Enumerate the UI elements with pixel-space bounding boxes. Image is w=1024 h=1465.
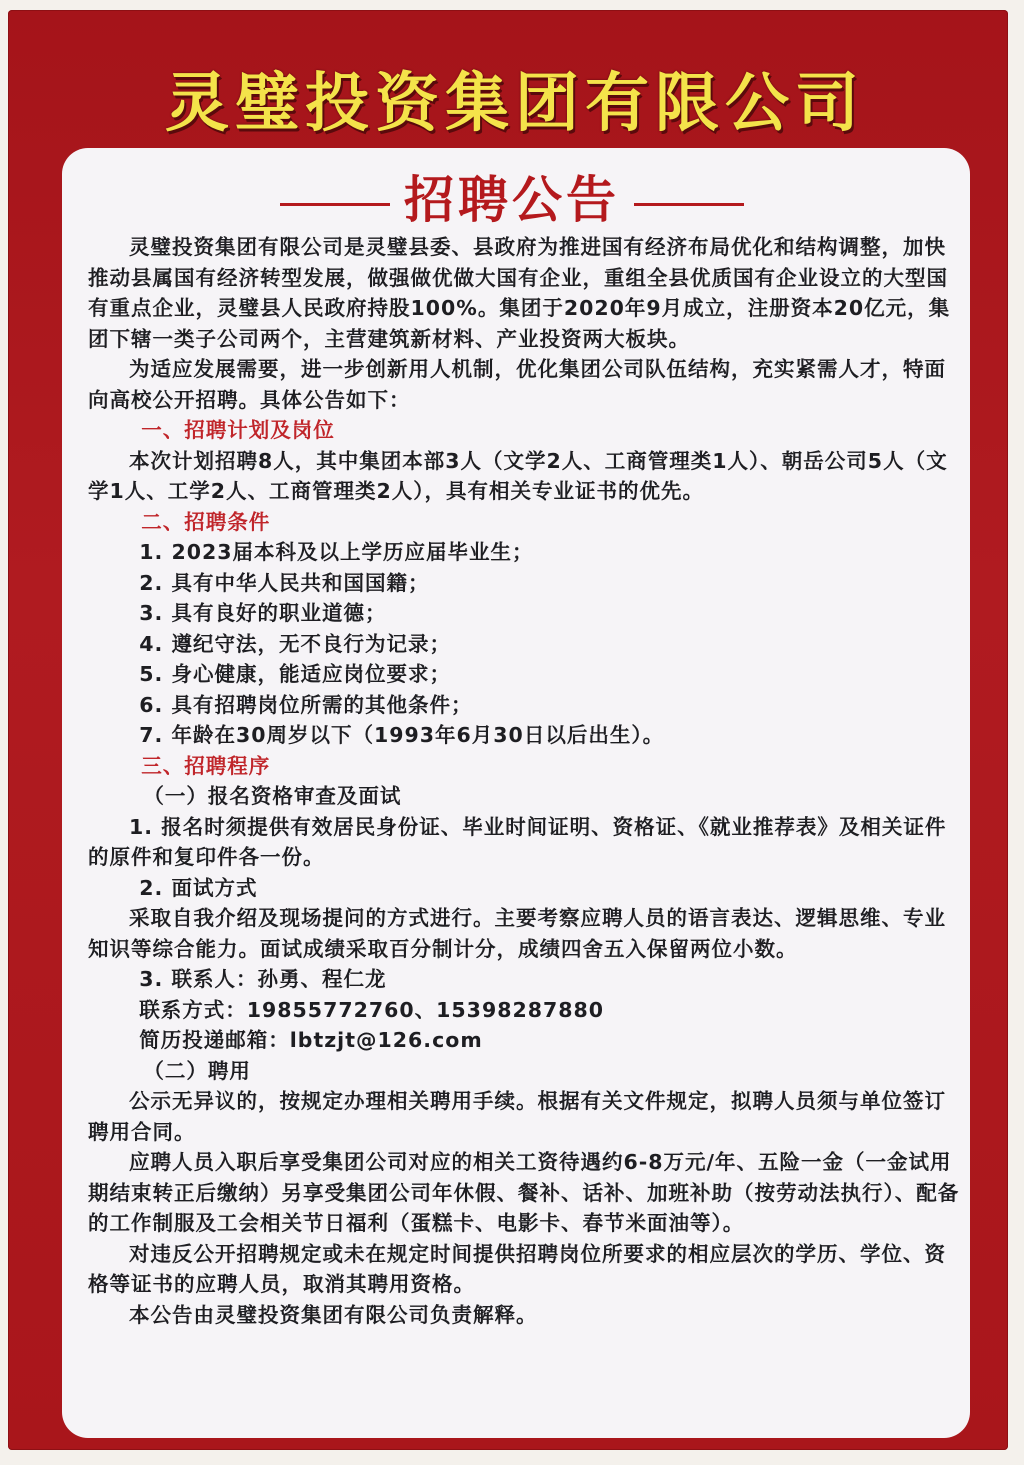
employment-paragraph-3: 对违反公开招聘规定或未在规定时间提供招聘岗位所要求的相应层次的学历、学位、资格等证书的应聘人员，取消其聘用资格。 bbox=[88, 1241, 946, 1296]
resume-email: 简历投递邮箱：lbtzjt@126.com bbox=[139, 1028, 483, 1052]
condition-item: 4. 遵纪守法，无不良行为记录； bbox=[139, 631, 451, 656]
employment-paragraph-1: 公示无异议的，按规定办理相关聘用手续。根据有关文件规定，拟聘人员须与单位签订聘用合同。 bbox=[88, 1089, 946, 1144]
interview-method-label: 2. 面试方式 bbox=[139, 875, 258, 900]
condition-item: 3. 具有良好的职业道德； bbox=[139, 601, 387, 625]
section1-heading: 一、招聘计划及岗位 bbox=[141, 418, 335, 442]
company-name: 灵璧投资集团有限公司 bbox=[165, 67, 865, 141]
subsection2-heading: （二）聘用 bbox=[143, 1058, 251, 1083]
interview-method-text: 采取自我介绍及现场提问的方式进行。主要考察应聘人员的语言表达、逻辑思维、专业知识等综合能力。面试成绩采取百分制计分，成绩四舍五入保留两位小数。 bbox=[88, 906, 946, 961]
left-dash-decoration bbox=[280, 203, 390, 206]
condition-item: 7. 年龄在30周岁以下（1993年6月30日以后出生）。 bbox=[139, 723, 665, 747]
condition-item: 6. 具有招聘岗位所需的其他条件； bbox=[139, 692, 473, 717]
documents-required: 1. 报名时须提供有效居民身份证、毕业时间证明、资格证、《就业推荐表》及相关证件的原件和复印件各一份。 bbox=[88, 814, 947, 869]
section3-heading: 三、招聘程序 bbox=[141, 753, 271, 778]
contact-person: 3. 联系人：孙勇、程仁龙 bbox=[139, 967, 387, 991]
notice-title: 招聘公告 bbox=[404, 170, 620, 229]
right-dash-decoration bbox=[634, 203, 744, 206]
subsection1-heading: （一）报名资格审查及面试 bbox=[143, 784, 402, 808]
employment-paragraph-4: 本公告由灵璧投资集团有限公司负责解释。 bbox=[129, 1302, 538, 1327]
intro-paragraph-1: 灵璧投资集团有限公司是灵璧县委、县政府为推进国有经济布局优化和结构调整，加快推动县属国有经济转型发展，做强做优做大国有企业，重组全县优质国有企业设立的大型国有重点企业，灵璧县人民政府持股100%。集团于2020年9月成立，注册资本20亿元，集团下辖一类子公司两个，主营建筑新材料、产业投资两大板块。 bbox=[88, 235, 951, 351]
condition-item: 5. 身心健康，能适应岗位要求； bbox=[139, 662, 451, 686]
notice-body bbox=[88, 232, 964, 1330]
notice-heading bbox=[0, 160, 1024, 232]
condition-item: 1. 2023届本科及以上学历应届毕业生； bbox=[139, 540, 534, 564]
section1-text: 本次计划招聘8人，其中集团本部3人（文学2人、工商管理类1人）、朝岳公司5人（文学1人、工学2人、工商管理类2人），具有相关专业证书的优先。 bbox=[88, 448, 948, 503]
contact-phone: 联系方式：19855772760、15398287880 bbox=[139, 997, 605, 1022]
condition-item: 2. 具有中华人民共和国国籍； bbox=[139, 570, 430, 595]
intro-paragraph-2: 为适应发展需要，进一步创新用人机制，优化集团公司队伍结构，充实紧需人才，特面向高校公开招聘。具体公告如下： bbox=[88, 357, 946, 412]
section2-heading: 二、招聘条件 bbox=[141, 509, 271, 534]
employment-paragraph-2: 应聘人员入职后享受集团公司对应的相关工资待遇约6-8万元/年、五险一金（一金试用期结束转正后缴纳）另享受集团公司年休假、餐补、话补、加班补助（按劳动法执行）、配备的工作制服及工会相关节日福利（蛋糕卡、电影卡、春节米面油等）。 bbox=[88, 1150, 960, 1235]
